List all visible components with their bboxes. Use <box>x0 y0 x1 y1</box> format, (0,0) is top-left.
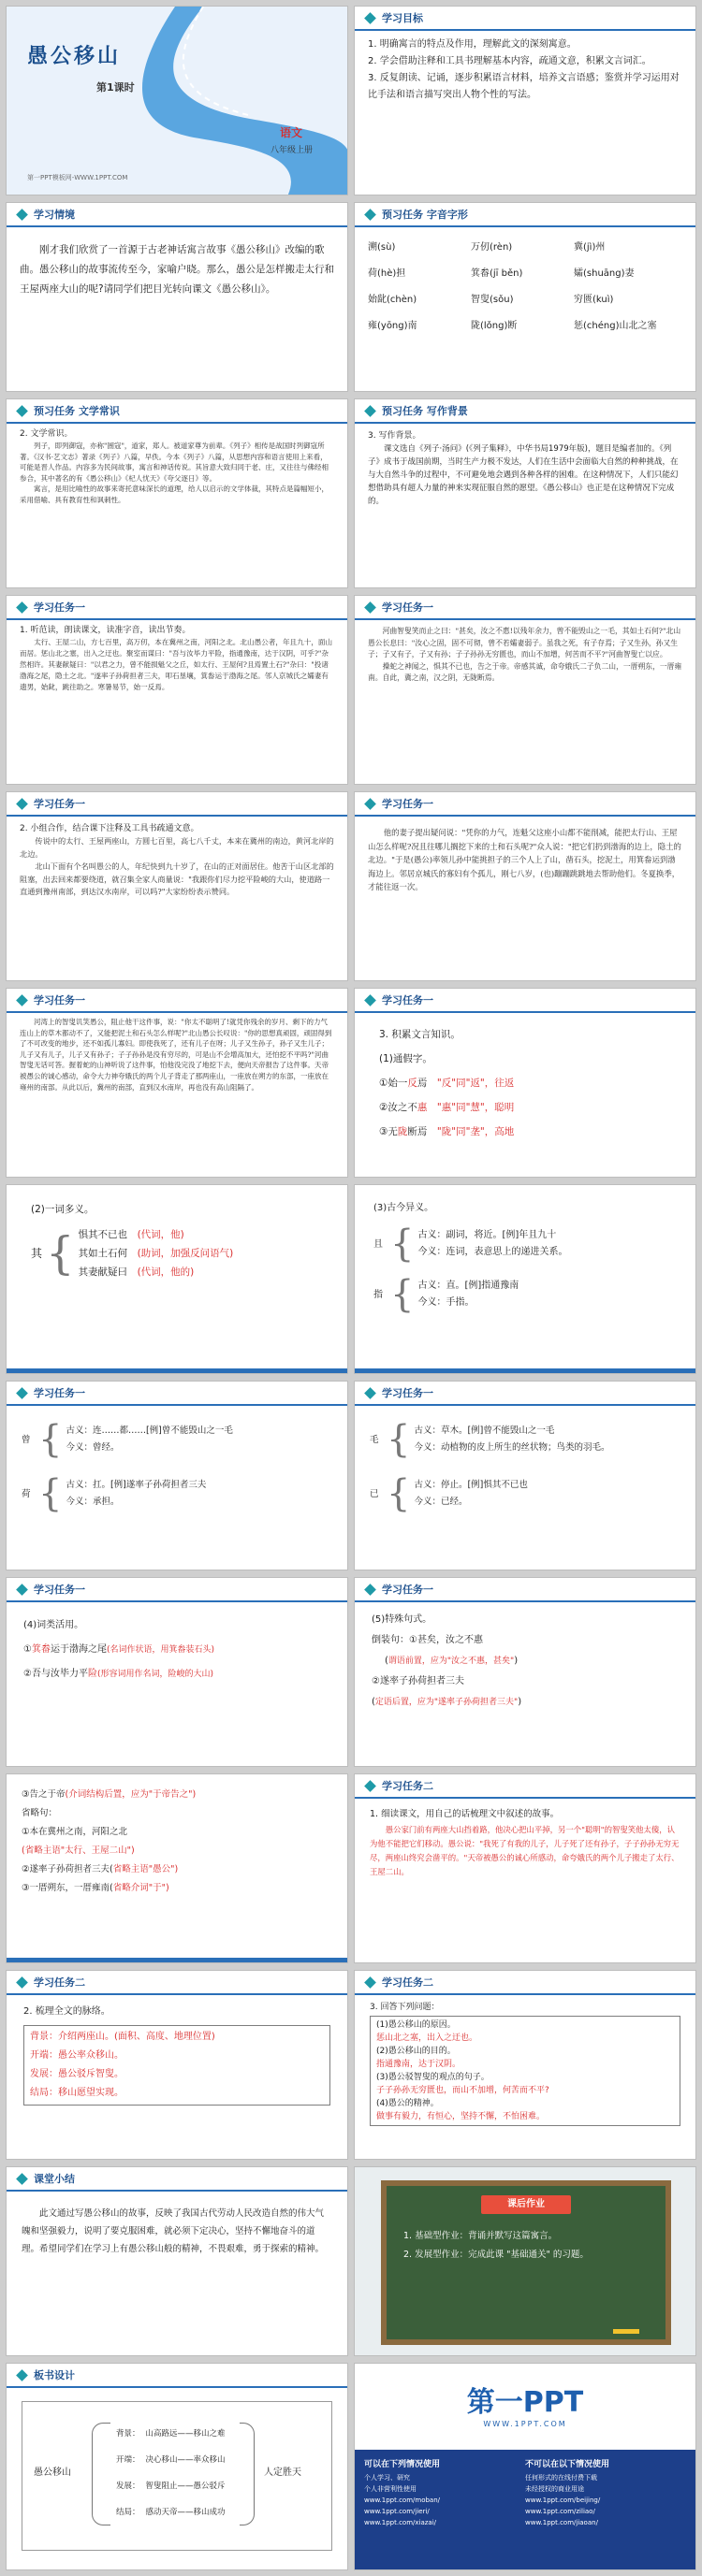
diamond-icon <box>16 209 28 221</box>
slide-header: 学习任务一 <box>355 989 695 1013</box>
watermark-text: 第一PPT模板网-WWW.1PPT.COM <box>27 174 128 181</box>
pinyin-row: 雍(yōng)南 陇(lǒng)断 惩(chéng)山北之塞 <box>368 321 657 331</box>
shenglue-item: (省略主语"太行、王屋二山") <box>22 1845 135 1856</box>
diamond-icon <box>364 209 376 221</box>
logo-site: WWW.1PPT.COM <box>483 2420 567 2428</box>
slide-situation <box>6 202 348 392</box>
slide-notice <box>354 2363 696 2570</box>
homework-title: 课后作业 <box>481 2195 571 2214</box>
pinyin-row: 荷(hè)担 箕畚(jī běn) 孀(shuāng)妻 <box>368 268 635 279</box>
notice-panel <box>355 2450 695 2570</box>
slide-header: 学习任务二 <box>355 1971 695 1995</box>
allowed-column: 可以在下列情况使用 个人学习、研究 个人非营利性使用 www.1ppt.com/moban/ www.1ppt.com/jieri/ www.1ppt.com/xiazai/ <box>364 2457 525 2564</box>
shenglue-item: 省略句： <box>22 1808 58 1818</box>
diamond-icon <box>364 1387 376 1399</box>
board-conclusion: 人定胜天 <box>264 2467 301 2478</box>
slide-header: 预习任务 文学常识 <box>7 399 347 424</box>
answers-box: (1)愚公移山的原因。 惩山北之塞，出入之迂也。 (2)愚公移山的目的。 指通豫南，达于汉阴。 (3)愚公驳智叟的观点的句子。 子子孙孙无穷匮也，而山不加增，何苦而不平? (4)愚公的精神。 做事有毅力，有恒心，坚持不懈，不怕困难。 <box>370 2016 680 2126</box>
goal-item: 1. 明确寓言的特点及作用，理解此文的深刻寓意。 <box>368 39 577 50</box>
lesson-text: 第1课时 <box>96 81 135 94</box>
diamond-icon <box>16 2173 28 2185</box>
slide-pronunciation <box>354 202 696 392</box>
slide-header: 学习任务一 <box>355 1382 695 1406</box>
slide-header: 学习任务一 <box>7 596 347 620</box>
tongjiazi-item: ②汝之不惠 "惠"同"慧"，聪明 <box>379 1102 515 1113</box>
diamond-icon <box>364 12 376 24</box>
slide-goals <box>354 6 696 195</box>
notice-link[interactable]: www.1ppt.com/xiazai/ <box>364 2519 437 2526</box>
slide-header: 课堂小结 <box>7 2167 347 2192</box>
forbidden-column: 不可以在以下情况使用 任何形式的在线付费下载 未经授权的商业用途 www.1ppt.com/beijing/ www.1ppt.com/ziliao/ www.1ppt.com/jiaoan/ <box>525 2457 686 2564</box>
slide-header: 学习任务一 <box>7 1578 347 1602</box>
subject-text: 语文 <box>280 126 303 139</box>
notice-link[interactable]: www.1ppt.com/moban/ <box>364 2496 441 2504</box>
slide-header: 学习任务一 <box>7 792 347 817</box>
outline-item: 开端：愚公率众移山。 <box>30 2050 124 2061</box>
brace-symbol <box>240 2423 255 2525</box>
slide-header: 预习任务 字音字形 <box>355 203 695 227</box>
pinyin-row: 溯(sù) 万仞(rèn) 冀(jì)州 <box>368 242 606 253</box>
outline-item: 背景：介绍两座山。(面积、高度、地理位置) <box>30 2032 215 2042</box>
slide-header: 学习目标 <box>355 7 695 31</box>
slide-summary <box>6 2166 348 2356</box>
board-frame <box>22 2401 332 2551</box>
slide-header: 学习任务二 <box>355 1774 695 1799</box>
diamond-icon <box>364 1780 376 1792</box>
huoyong-item: ②吾与汝毕力平险(形容词用作名词，险峻的大山) <box>23 1669 213 1679</box>
slide-task1-translate2: 学习任务一 他的妻子提出疑问说："凭你的力气，连魁父这座小山都不能削减，能把太行山、王屋山怎么样呢?况且往哪儿搁挖下来的土和石头呢?"众人说："把它们扔到渤海的边上，隐土的北边。"于是(愚公)率领儿孙中能挑担子的三个人上了山，凿石头，挖泥土，用箕畚运到渤海边上。邻居京城氏的寡妇有个孤儿，刚七八岁，(也)蹦蹦跳跳地去帮助他们。冬夏换季，才能往返一次。 <box>354 791 696 981</box>
slide-task1-text: 学习任务一 河曲智叟笑而止之曰："甚矣，汝之不惠!以残年余力，曾不能毁山之一毛，其如土石何?"北山愚公长息曰："汝心之固，固不可彻，曾不若孀妻弱子。虽我之死，有子存焉；子又生孙，孙又生子；子又有子，子又有孙；子子孙孙无穷匮也，而山不加增，何苦而不平?"河曲智叟亡以应。 操蛇之神闻之，惧其不已也，告之于帝。帝感其诚，命夸娥氏二子负二山，一厝朔东，一厝雍南。自此，冀之南，汉之阴，无陇断焉。 <box>354 595 696 785</box>
diamond-icon <box>364 601 376 614</box>
shenglue-item: ②遂率子孙荷担者三夫(省略主语"愚公") <box>22 1864 179 1874</box>
outline-item: 结局：移山愿望实现。 <box>30 2088 124 2098</box>
grade-text: 八年级上册 <box>271 146 314 155</box>
outline-box <box>23 2025 330 2106</box>
notice-link[interactable]: www.1ppt.com/jieri/ <box>364 2508 430 2515</box>
diamond-icon <box>364 405 376 417</box>
word-group: 已 { 古义：停止。[例]惧其不已也 今义：已经。 <box>370 1472 528 1515</box>
road-graphic <box>7 7 348 195</box>
slide-guijin-3 <box>354 1381 696 1570</box>
slide-task1-translate3: 学习任务一 河湾上的智叟讥笑愚公，阻止他干这件事，说："你太不聪明了!就凭你残余的岁月、剩下的力气连山上的草木都动不了，又能把泥土和石头怎么样呢?"北山愚公长叹说："你的思想真顽固，顽固得到了不可改变的地步，还不如孤儿寡妇。即使我死了，还有儿子在呀；儿子又生孙子，孙子又生儿子；儿子又有儿子，儿子又有孙子；子子孙孙是没有穷尽的，可是山不会增高加大，还怕挖不平吗?"河曲智叟无话可答。握着蛇的山神听说了这件事，怕他没完没了地挖下去，便向天帝报告了这件事。天帝被愚公的诚心感动，命令大力神夸娥氏的两个儿子背走了那两座山，一座放在朔方的东部，一座放在雍州的南部。从此以后，冀州的南部，直到汉水南岸，再也没有高山阻隔了。 <box>6 988 348 1178</box>
slide-background: 预习任务 写作背景 3. 写作背景。 课文选自《列子·汤问》(《列子集释》，中华书局1979年版)，题目是编者加的。《列子》成书于战国前期，当时生产力极不发达，人们在生活中会面临大自然的种种挑战，在与大自然斗争的过程中，不可避免地会遇到各种各样的困难。在这种情况下，人们只能幻想借助具有超人力量的神来实现征服自然的愿望。《愚公移山》也正是在这种情况下完成的。 <box>354 398 696 588</box>
goal-item: 2. 学会借助注释和工具书理解基本内容，疏通文意，积累文言词汇。 <box>368 56 651 66</box>
huoyong-item: ①箕畚运于渤海之尾(名词作状语，用箕畚装石头) <box>23 1644 214 1655</box>
slide-homework <box>354 2166 696 2356</box>
slide-teshujushi: 学习任务一 (5)特殊句式。 倒装句：①甚矣，汝之不惠 (谓语前置，应为"汝之不惠，甚矣") ②遂率子孙荷担者三夫 (定语后置，应为"遂率子孙荷担者三夫") <box>354 1577 696 1767</box>
logo-area <box>355 2364 695 2450</box>
diamond-icon <box>16 2369 28 2381</box>
board-center: 愚公移山 <box>34 2467 71 2478</box>
polysemy-group: 其 { 惧其不已也 (代词，他) 其如土石何 (助词，加强反问语气) 其妻献疑曰 (代词，他的) <box>31 1227 234 1280</box>
slide-header: 预习任务 写作背景 <box>355 399 695 424</box>
slide-header: 学习任务一 <box>355 1578 695 1602</box>
slide-task2-story: 学习任务二 1. 细读课文，用自己的话梳理文中叙述的故事。 愚公家门前有两座大山挡着路，他决心把山平掉，另一个"聪明"的智叟笑他太傻，认为他不能把它们移动。愚公说："我死了有我的儿子，儿子死了还有孙子，子子孙孙无穷无尽，两座山终究会凿平的。"天帝被愚公的诚心所感动，命夸娥氏的两个儿子搬走了太行、王屋二山。 <box>354 1773 696 1963</box>
shenglue-item: ③告之于帝(介词结构后置，应为"于帝告之") <box>22 1789 197 1800</box>
homework-item: 1. 基础型作业：背诵并默写这篇寓言。 <box>403 2231 558 2241</box>
summary-text: 此文通过写愚公移山的故事，反映了我国古代劳动人民改造自然的伟大气魄和坚强毅力，说明了要克服困难，就必须下定决心，坚持不懈地奋斗的道理。希望同学们在学习上有愚公移山般的精神，不畏艰难，勇于探索的精神。 <box>22 2208 325 2254</box>
diamond-icon <box>364 1584 376 1596</box>
slide-literary: 预习任务 文学常识 2. 文学常识。 列子，即列御寇，亦称"圄寇"，道家，郑人。被道家尊为前辈。《列子》相传是战国时列御寇所著。《汉书·艺文志》著录《列子》八篇，早佚。今本《列子》八篇，从思想内容和语言使用上来看，可能是晋人作品。内容多为民间故事，寓言和神话传说。其旨意大致归同于老、庄，又往往与佛经相参合，其中著名的有《愚公移山》《杞人忧天》《夸父逐日》等。 寓言，是用比喻性的故事来寄托意味深长的道理，给人以启示的文学体裁，其特点是篇幅短小，采用借喻、具有教育性和讽刺性。 <box>6 398 348 588</box>
slide-tongjiazi: 学习任务一 3. 积累文言知识。 (1)通假字。 ①始一反焉 "反"同"返"，往返 ②汝之不惠 "惠"同"慧"，聪明 ③无陇断焉 "陇"同"垄"，高地 <box>354 988 696 1178</box>
diamond-icon <box>364 798 376 810</box>
chalkboard <box>381 2180 671 2345</box>
slide-task1-reading: 学习任务一 1. 听范读，朗读课文，读准字音，读出节奏。 太行、王屋二山，方七百里，高万仞，本在冀州之南，河阳之北。北山愚公者，年且九十，面山而居。惩山北之塞，出入之迂也。聚室而谋曰："吾与汝毕力平险，指通豫南，达于汉阴，可乎?"杂然相许。其妻献疑曰："以君之力，曾不能损魁父之丘，如太行、王屋何?且焉置土石?"杂曰："投诸渤海之尾，隐土之北。"遂率子孙荷担者三夫，叩石垦壤，箕畚运于渤海之尾。邻人京城氏之孀妻有遗男，始龀，跳往助之。寒暑易节，始一反焉。 <box>6 595 348 785</box>
slide-header: 学习任务一 <box>355 792 695 817</box>
notice-link[interactable]: www.1ppt.com/beijing/ <box>525 2496 601 2504</box>
slide-task2-outline: 学习任务二 2. 梳理全文的脉络。 背景：介绍两座山。(面积、高度、地理位置) 开端：愚公率众移山。 发展：愚公驳斥智叟。 结局：移山愿望实现。 <box>6 1970 348 2160</box>
tongjiazi-item: ③无陇断焉 "陇"同"垄"，高地 <box>379 1126 515 1137</box>
slide-header: 学习任务一 <box>7 1382 347 1406</box>
slide-title <box>6 6 348 195</box>
slide-header: 学习任务一 <box>7 989 347 1013</box>
word-group: 荷 { 古义：扛。[例]遂率子孙荷担者三夫 今义：承担。 <box>22 1472 207 1515</box>
diamond-icon <box>364 1976 376 1989</box>
shenglue-item: ③一厝朔东，一厝雍南(省略介词"于") <box>22 1883 169 1893</box>
situation-text: 刚才我们欣赏了一首源于古老神话寓言故事《愚公移山》改编的歌曲。愚公移山的故事流传至今，家喻户晓。那么，愚公是怎样搬走太行和王屋两座大山的呢?请同学们把目光转向课文《愚公移山》。 <box>20 244 334 295</box>
slide-header: 学习任务一 <box>355 596 695 620</box>
homework-item: 2. 发展型作业：完成此课 "基础通关" 的习题。 <box>403 2250 589 2260</box>
tongjiazi-item: ①始一反焉 "反"同"返"，往返 <box>379 1078 515 1089</box>
word-group: 指 { 古义：直。[例]指通豫南 今义：手指。 <box>373 1273 519 1316</box>
slide-shenglue <box>6 1773 348 1963</box>
diamond-icon <box>16 1976 28 1989</box>
pinyin-row: 始龀(chèn) 智叟(sǒu) 穷匮(kuì) <box>368 295 614 305</box>
diamond-icon <box>364 994 376 1006</box>
diamond-icon <box>16 405 28 417</box>
footer-bar <box>7 1368 347 1373</box>
slide-header: 板书设计 <box>7 2364 347 2388</box>
word-group: 且 { 古义：副词，将近。[例]年且九十 今义：连词，表意思上的递进关系。 <box>373 1223 568 1266</box>
logo-text: 第一PPT <box>466 2386 584 2419</box>
shenglue-item: ①本在冀州之南，河阳之北 <box>22 1827 128 1837</box>
notice-link[interactable]: www.1ppt.com/ziliao/ <box>525 2508 595 2515</box>
brace-symbol: { <box>46 1227 75 1280</box>
goal-item: 3. 反复朗读、记诵，逐步积累语言材料，培养文言语感；鉴赏并学习运用对比手法和语言描写突出人物个性的写法。 <box>368 73 680 100</box>
outline-item: 发展：愚公驳斥智叟。 <box>30 2069 124 2079</box>
slide-polysemy: (2)一词多义。 其 { 惧其不已也 (代词，他) 其如土石何 (助词，加强反问语气) 其妻献疑曰 (代词，他的) <box>6 1184 348 1374</box>
slide-cileihuoyong: 学习任务一 (4)词类活用。 ①箕畚运于渤海之尾(名词作状语，用箕畚装石头) ②吾与汝毕力平险(形容词用作名词，险峻的大山) <box>6 1577 348 1767</box>
diamond-icon <box>16 601 28 614</box>
word-group: 毛 { 古义：草木。[例]曾不能毁山之一毛 今义：动植物的皮上所生的丝状物；鸟类的羽毛。 <box>370 1418 610 1461</box>
diamond-icon <box>16 1584 28 1596</box>
slide-header: 学习情境 <box>7 203 347 227</box>
diamond-icon <box>16 1387 28 1399</box>
title-text: 愚公移山 <box>27 44 122 68</box>
footer-bar <box>7 1958 347 1962</box>
diamond-icon <box>16 994 28 1006</box>
slide-header: 学习任务二 <box>7 1971 347 1995</box>
footer-bar <box>355 1368 695 1373</box>
slide-guijin-2 <box>6 1381 348 1570</box>
chalk-graphic <box>613 2329 639 2334</box>
board-rows: 背景： 山高路远——移山之难 开端： 决心移山——率众移山 发展： 智叟阻止——愚公驳斥 结局： 感动天帝——移山成功 <box>116 2429 226 2517</box>
diamond-icon <box>16 798 28 810</box>
word-group: 曾 { 古义：连……都……[例]曾不能毁山之一毛 今义：曾经。 <box>22 1418 233 1461</box>
brace-symbol <box>92 2423 110 2525</box>
slide-task1-translate: 学习任务一 2. 小组合作，结合课下注释及工具书疏通文意。 传说中的太行、王屋两座山，方圆七百里，高七八千丈，本来在冀州的南边，黄河北岸的北边。 北山下面有个名叫愚公的人，年纪快到九十岁了，在山的正对面居住。他苦于山区北部的阻塞，出去回来都要绕道，就召集全家人商量说："我跟你们尽力挖平险峻的大山，使道路一直通到豫州南部，到达汉水南岸，可以吗?"大家纷纷表示赞同。 <box>6 791 348 981</box>
slide-board-design <box>6 2363 348 2570</box>
notice-link[interactable]: www.1ppt.com/jiaoan/ <box>525 2519 598 2526</box>
slide-guijin-1: (3)古今异义。 且 { 古义：副词，将近。[例]年且九十 今义：连词，表意思上的递进关系。 指 { 古义：直。[例]指通豫南 今义：手指。 <box>354 1184 696 1374</box>
slide-task2-questions: 学习任务二 3. 回答下列问题： (1)愚公移山的原因。 惩山北之塞，出入之迂也。 (2)愚公移山的目的。 指通豫南，达于汉阴。 (3)愚公驳智叟的观点的句子。 子子孙孙无穷匮也，而山不加增，何苦而不平? (4)愚公的精神。 做事有毅力，有恒心，坚持不懈，不怕困难。 <box>354 1970 696 2160</box>
